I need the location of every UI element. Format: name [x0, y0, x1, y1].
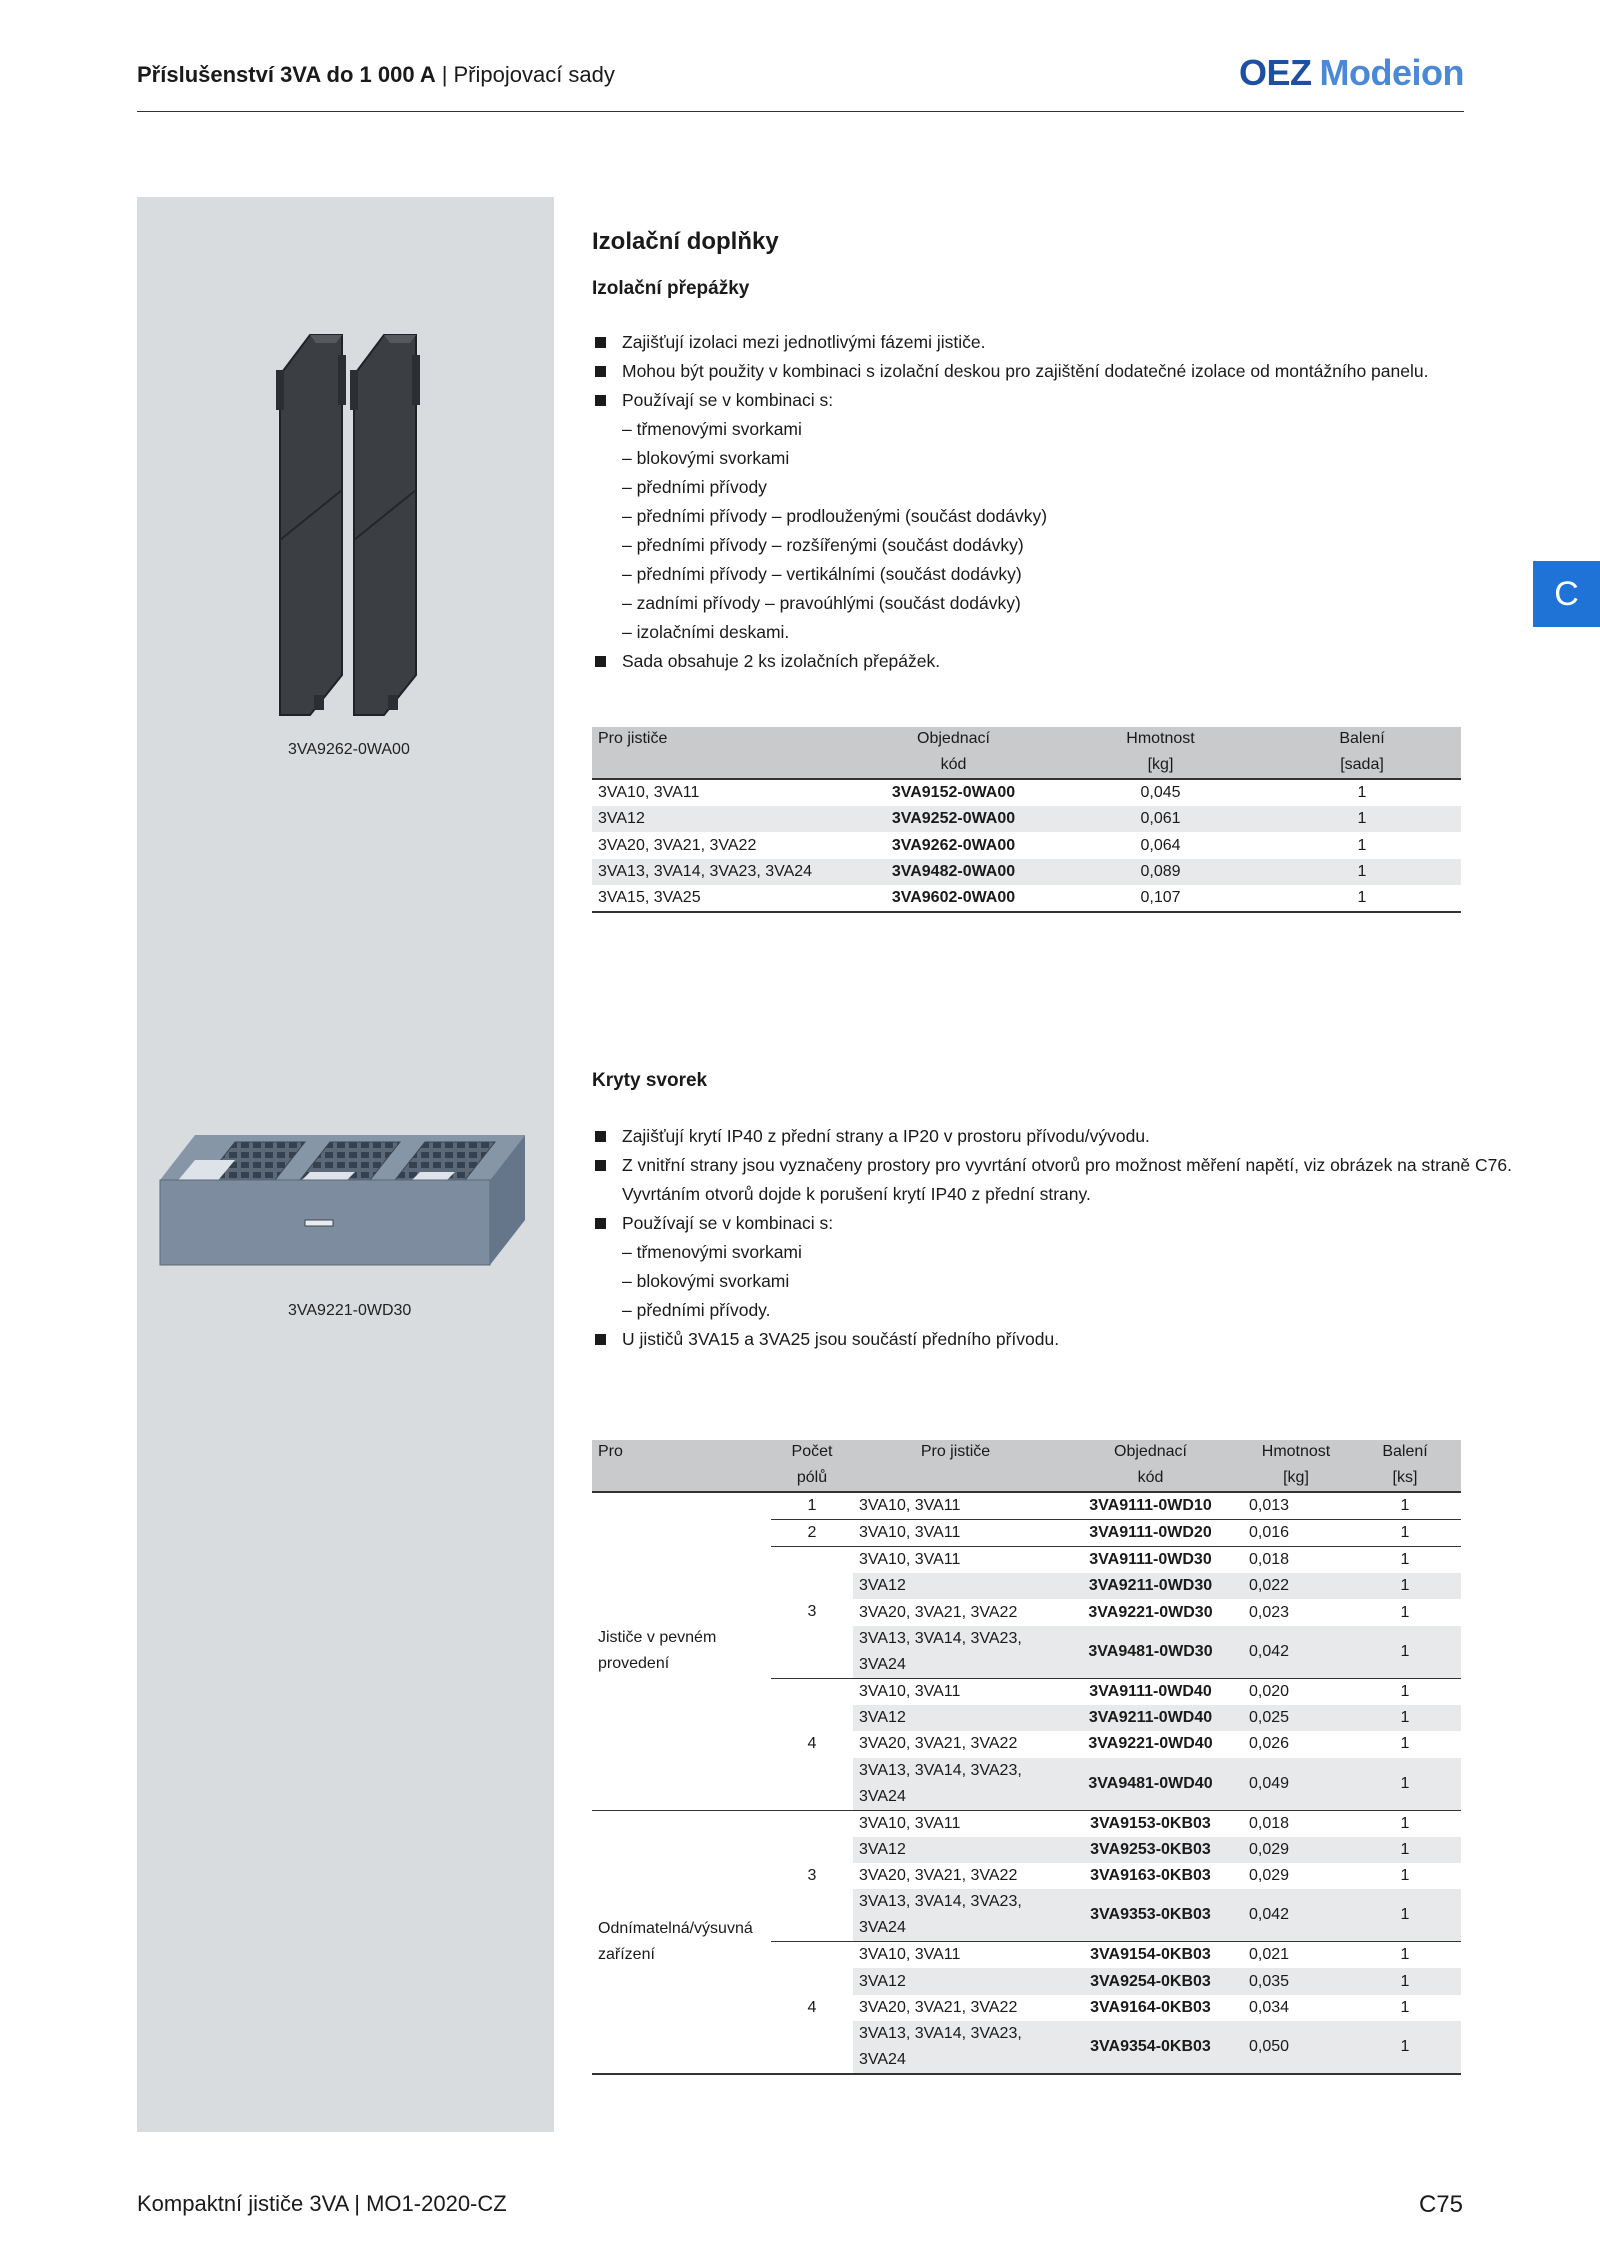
sub-item: – zadními přívody – pravoúhlými (součást dodávky): [622, 593, 1021, 613]
sub-item: – předními přívody: [622, 477, 767, 497]
col-header: Objednací: [1058, 1440, 1243, 1466]
col-header: Pro jističe: [853, 1440, 1058, 1466]
chapter-tab: C: [1533, 561, 1600, 627]
table-cell: 0,021: [1243, 1942, 1349, 1969]
table-cell: 1: [1349, 1942, 1461, 1969]
table-cell: 3VA9354-0KB03: [1058, 2021, 1243, 2074]
bullet-item: U jističů 3VA15 a 3VA25 jsou součástí předního přívodu.: [592, 1325, 1512, 1354]
table-cell: 3VA9482-0WA00: [849, 859, 1058, 885]
table-cell: 0,061: [1058, 806, 1263, 832]
table-cell: 3VA9221-0WD30: [1088, 1603, 1213, 1621]
table-cell: 1: [1349, 1889, 1461, 1942]
sub-item: – blokovými svorkami: [622, 448, 790, 468]
sub-item: – třmenovými svorkami: [622, 1242, 802, 1262]
table-cell: 3VA9353-0KB03: [1058, 1889, 1243, 1942]
table-cell: 1: [1357, 889, 1367, 907]
group-label: Odnímatelná/výsuvná zařízení: [592, 1810, 771, 2074]
table-cell: 3VA20, 3VA21, 3VA22: [859, 1735, 1018, 1753]
cover-feature-list: [592, 1122, 1512, 1354]
table-row: [592, 885, 1461, 912]
table-cell: 0,018: [1243, 1810, 1349, 1837]
table-cell: 3VA12: [853, 1968, 1058, 1994]
table-cell: 3VA9163-0KB03: [1090, 1867, 1211, 1885]
table-cell: 0,026: [1249, 1735, 1290, 1753]
table-cell: 3VA10, 3VA11: [853, 1942, 1058, 1969]
table-cell: 3VA9252-0WA00: [849, 806, 1058, 832]
pole-count: 1: [771, 1492, 853, 1520]
footer-product: Kompaktní jističe 3VA: [137, 2191, 349, 2216]
table-cell: 3VA12: [853, 1837, 1058, 1863]
table-cell: 1: [1349, 1573, 1461, 1599]
table-cell: 0,042: [1243, 1889, 1349, 1942]
table-cell: 0,089: [1058, 859, 1263, 885]
sub-item: – předními přívody – rozšířenými (součást dodávky): [622, 535, 1024, 555]
table-cell: 1: [1400, 1998, 1410, 2016]
bullet-item: Používají se v kombinaci s:: [592, 1209, 1512, 1238]
terminal-cover-image: [155, 1120, 535, 1275]
table-cell: 0,035: [1243, 1968, 1349, 1994]
table-cell: 3VA10, 3VA11: [853, 1678, 1058, 1705]
table-cell: 3VA9153-0KB03: [1058, 1810, 1243, 1837]
table-cell: 3VA10, 3VA11: [859, 1497, 961, 1514]
col-header: [592, 1466, 771, 1492]
page-header: [137, 52, 1464, 112]
table-cell: 3VA20, 3VA21, 3VA22: [598, 836, 757, 854]
bullet-item: Mohou být použity v kombinaci s izolační deskou pro zajištění dodatečné izolace od montážního panelu.: [592, 357, 1428, 386]
col-header: Hmotnost: [1243, 1440, 1349, 1466]
image-caption-1: 3VA9262-0WA00: [288, 741, 410, 758]
table-cell: 1: [1400, 1867, 1410, 1885]
table-cell: 3VA9221-0WD40: [1088, 1735, 1213, 1753]
bullet-item: Z vnitřní strany jsou vyznačeny prostory pro vyvrtání otvorů pro možnost měření napětí, viz obrázek na straně C76.: [592, 1151, 1512, 1180]
col-header: Objednací: [849, 727, 1058, 753]
sub-item: – třmenovými svorkami: [622, 419, 802, 439]
footer-separator: |: [354, 2191, 360, 2216]
logo-product: Modeion: [1319, 52, 1464, 93]
table-cell: 1: [1357, 836, 1367, 854]
table-cell: 3VA15, 3VA25: [598, 889, 701, 907]
table-cell: 3VA13, 3VA14, 3VA23, 3VA24: [592, 859, 849, 885]
table-cell: 0,023: [1249, 1603, 1290, 1621]
col-header: Pro: [592, 1440, 771, 1466]
table-cell: 1: [1349, 1837, 1461, 1863]
table-cell: 3VA9111-0WD10: [1089, 1497, 1212, 1514]
table-cell: 3VA13, 3VA14, 3VA23, 3VA24: [853, 1626, 1058, 1679]
col-header: pólů: [771, 1466, 853, 1492]
sub-item: – izolačními deskami.: [622, 622, 790, 642]
table-cell: 3VA20, 3VA21, 3VA22: [859, 1603, 1018, 1621]
table-cell: 3VA9253-0KB03: [1058, 1837, 1243, 1863]
col-header: Hmotnost: [1058, 727, 1263, 753]
table-row: [592, 859, 1461, 885]
table-cell: 0,022: [1243, 1573, 1349, 1599]
table-cell: 1: [1349, 1810, 1461, 1837]
table-cell: 3VA9154-0KB03: [1058, 1942, 1243, 1969]
sub-item: Vyvrtáním otvorů dojde k porušení krytí IP40 z přední strany.: [622, 1184, 1091, 1204]
table-cell: 0,045: [1140, 784, 1181, 801]
table-cell: 0,034: [1249, 1998, 1290, 2016]
col-header: [ks]: [1349, 1466, 1461, 1492]
col-header: Balení: [1349, 1440, 1461, 1466]
table-cell: 3VA9254-0KB03: [1058, 1968, 1243, 1994]
col-header: Počet: [771, 1440, 853, 1466]
table-row: [592, 1492, 1461, 1520]
header-separator: |: [441, 62, 448, 87]
footer-code: MO1-2020-CZ: [366, 2191, 507, 2216]
table-cell: 3VA9262-0WA00: [891, 836, 1016, 854]
bullet-item: Zajišťují krytí IP40 z přední strany a IP20 v prostoru přívodu/vývodu.: [592, 1122, 1512, 1151]
table-cell: 0,064: [1140, 836, 1181, 854]
table-cell: 3VA9211-0WD40: [1058, 1705, 1243, 1731]
table-row: [592, 806, 1461, 832]
table-cell: 3VA9152-0WA00: [891, 784, 1016, 801]
table-row: [592, 1810, 1461, 1837]
table-cell: 3VA9602-0WA00: [891, 889, 1016, 907]
table-row: [592, 779, 1461, 806]
table-cell: 3VA13, 3VA14, 3VA23, 3VA24: [853, 1889, 1058, 1942]
table-cell: 1: [1357, 784, 1367, 801]
table-cell: 1: [1349, 1520, 1461, 1547]
table-cell: 0,107: [1140, 889, 1181, 907]
bullet-item: Zajišťují izolaci mezi jednotlivými fázemi jističe.: [592, 328, 1428, 357]
table-cell: 3VA9481-0WD30: [1058, 1626, 1243, 1679]
table-cell: 0,050: [1243, 2021, 1349, 2074]
pole-count: 4: [771, 1678, 853, 1810]
pole-count: 2: [771, 1520, 853, 1547]
table-cell: 3VA13, 3VA14, 3VA23, 3VA24: [853, 1758, 1058, 1811]
table-cell: 3VA9111-0WD40: [1058, 1678, 1243, 1705]
sub-item: – předními přívody – prodlouženými (součást dodávky): [622, 506, 1048, 526]
table-cell: 3VA9111-0WD20: [1058, 1520, 1243, 1547]
table-cell: 3VA9111-0WD30: [1058, 1547, 1243, 1574]
col-header: [sada]: [1263, 753, 1461, 779]
table-cell: 1: [1400, 1497, 1410, 1514]
pole-count: 3: [771, 1547, 853, 1679]
col-header: [kg]: [1058, 753, 1263, 779]
table-cell: 1: [1349, 1678, 1461, 1705]
table-cell: 1: [1263, 859, 1461, 885]
brand-logo: [1239, 52, 1464, 94]
table-cell: 3VA10, 3VA11: [598, 784, 700, 801]
col-header: Balení: [1263, 727, 1461, 753]
table-cell: 3VA20, 3VA21, 3VA22: [859, 1867, 1018, 1885]
table-cell: 3VA10, 3VA11: [853, 1520, 1058, 1547]
header-title-main: Příslušenství 3VA do 1 000 A: [137, 62, 436, 87]
table-cell: 3VA10, 3VA11: [853, 1547, 1058, 1574]
table-cell: 3VA12: [592, 806, 849, 832]
table-cell: 3VA9211-0WD30: [1058, 1573, 1243, 1599]
barrier-feature-list: [592, 328, 1428, 676]
table-cell: 1: [1263, 806, 1461, 832]
group-label: Jističe v pevném provedení: [592, 1492, 771, 1810]
table-cell: 3VA12: [853, 1573, 1058, 1599]
col-header: kód: [1058, 1466, 1243, 1492]
table-cell: 3VA20, 3VA21, 3VA22: [859, 1998, 1018, 2016]
col-header: kód: [849, 753, 1058, 779]
page-number: C75: [1418, 2191, 1463, 2218]
table-cell: 1: [1349, 1705, 1461, 1731]
table-cell: 3VA13, 3VA14, 3VA23, 3VA24: [853, 2021, 1058, 2074]
col-header: [853, 1466, 1058, 1492]
table-cell: 0,018: [1243, 1547, 1349, 1574]
section-subtitle-covers: Kryty svorek: [592, 1070, 708, 1091]
pole-count: 4: [771, 1942, 853, 2074]
table-cell: 0,016: [1243, 1520, 1349, 1547]
table-cell: 1: [1349, 1758, 1461, 1811]
table-cell: 0,025: [1243, 1705, 1349, 1731]
bullet-item: Sada obsahuje 2 ks izolačních přepážek.: [592, 647, 1428, 676]
section-subtitle-barriers: Izolační přepážky: [592, 278, 750, 299]
insulation-barrier-image: [270, 315, 430, 735]
table-cell: 0,042: [1243, 1626, 1349, 1679]
bullet-item: Používají se v kombinaci s:: [592, 386, 1428, 415]
col-header: [kg]: [1243, 1466, 1349, 1492]
table-cell: 1: [1400, 1603, 1410, 1621]
table-cell: 1: [1349, 2021, 1461, 2074]
table-cell: 0,029: [1243, 1837, 1349, 1863]
col-header: [592, 753, 849, 779]
barrier-order-table: [592, 727, 1461, 913]
sub-item: – blokovými svorkami: [622, 1271, 790, 1291]
col-header: Pro jističe: [592, 727, 849, 753]
page-footer-left: [137, 2191, 507, 2217]
table-cell: 3VA12: [853, 1705, 1058, 1731]
pole-count: 3: [771, 1810, 853, 1942]
table-cell: 3VA9481-0WD40: [1058, 1758, 1243, 1811]
table-cell: 0,020: [1243, 1678, 1349, 1705]
table-cell: 1: [1400, 1735, 1410, 1753]
table-cell: 0,049: [1243, 1758, 1349, 1811]
sub-item: – předními přívody.: [622, 1300, 771, 1320]
table-cell: 1: [1349, 1968, 1461, 1994]
table-cell: 1: [1349, 1626, 1461, 1679]
table-cell: 1: [1349, 1547, 1461, 1574]
cover-order-table: [592, 1440, 1461, 2075]
image-caption-2: 3VA9221-0WD30: [288, 1302, 412, 1319]
section-title: Izolační doplňky: [592, 228, 779, 255]
table-cell: 3VA9164-0KB03: [1090, 1998, 1211, 2016]
table-cell: 0,013: [1249, 1497, 1290, 1514]
table-cell: 0,029: [1249, 1867, 1290, 1885]
table-row: [592, 832, 1461, 858]
table-cell: 3VA10, 3VA11: [853, 1810, 1058, 1837]
header-title: [137, 62, 615, 88]
sub-item: – předními přívody – vertikálními (součást dodávky): [622, 564, 1022, 584]
logo-brand: OEZ: [1239, 52, 1312, 93]
header-title-sub: Připojovací sady: [453, 62, 615, 87]
